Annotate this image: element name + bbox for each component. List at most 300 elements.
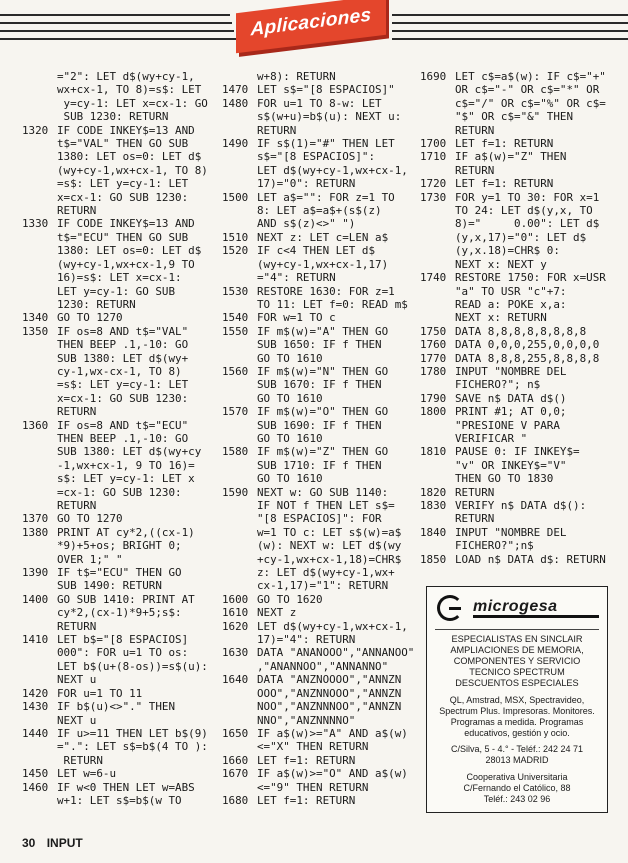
code-text: NOO","ANZNNNOO","ANNZN bbox=[257, 700, 402, 714]
code-text: IF s$(1)="#" THEN LET bbox=[257, 137, 395, 151]
line-number bbox=[222, 660, 257, 673]
code-line bbox=[22, 285, 220, 298]
code-line bbox=[420, 553, 616, 566]
line-number bbox=[222, 512, 257, 525]
line-number bbox=[222, 472, 257, 485]
code-text: 8)=" 0.00": LET d$ bbox=[455, 217, 600, 231]
line-number bbox=[222, 687, 257, 700]
code-column-3 bbox=[420, 70, 616, 566]
code-line bbox=[22, 794, 220, 807]
line-number bbox=[22, 714, 57, 727]
code-text: GO TO 1610 bbox=[257, 391, 323, 405]
code-line bbox=[222, 620, 418, 633]
line-number: 1720 bbox=[420, 177, 447, 191]
line-number: 1470 bbox=[222, 83, 249, 97]
code-text: NEXT z: LET c=LEN a$ bbox=[257, 230, 389, 244]
code-text: RETURN bbox=[57, 619, 97, 633]
line-number bbox=[22, 646, 57, 659]
code-line bbox=[22, 97, 220, 110]
code-text: 17)="0": RETURN bbox=[257, 177, 356, 191]
line-number: 1690 bbox=[420, 70, 447, 83]
code-text: RETURN bbox=[455, 163, 495, 177]
microgesa-advertisement bbox=[426, 586, 608, 813]
code-text: FICHERO?"; n$ bbox=[455, 378, 541, 392]
line-number: 1340 bbox=[22, 311, 49, 325]
code-text: SUB 1490: RETURN bbox=[57, 579, 162, 593]
code-text: *9)+5+os; BRIGHT 0; bbox=[57, 539, 182, 553]
line-number bbox=[22, 445, 57, 458]
code-line bbox=[420, 271, 616, 284]
line-number: 1530 bbox=[222, 284, 249, 298]
line-number bbox=[420, 539, 455, 552]
line-number bbox=[22, 620, 57, 633]
line-number: 1780 bbox=[420, 364, 447, 378]
code-line bbox=[22, 459, 220, 472]
line-number bbox=[420, 97, 455, 110]
code-line bbox=[222, 285, 418, 298]
code-text: IF m$(w)="Z" THEN GO bbox=[257, 445, 389, 459]
code-line bbox=[420, 499, 616, 512]
code-text: IF c<4 THEN LET d$ bbox=[257, 244, 376, 258]
code-line bbox=[420, 378, 616, 391]
code-line bbox=[420, 298, 616, 311]
code-line bbox=[222, 579, 418, 592]
line-number: 1830 bbox=[420, 499, 447, 512]
code-line bbox=[222, 392, 418, 405]
code-text: cy-1,wx-cx-1, TO 8) bbox=[57, 364, 182, 378]
code-line bbox=[420, 244, 616, 257]
code-text: IF os=8 AND t$="VAL" bbox=[57, 324, 189, 338]
ad-address: C/Silva, 5 - 4.° - Teléf.: 242 24 71 28013 MADRID bbox=[450, 744, 583, 765]
code-line bbox=[420, 539, 616, 552]
code-text: READ a: POKE x,a: bbox=[455, 297, 567, 311]
code-line bbox=[222, 352, 418, 365]
code-text: s$="[8 ESPACIOS]": bbox=[257, 150, 376, 164]
code-text: 1380: LET os=0: LET d$ bbox=[57, 150, 202, 164]
code-text: GO TO 1610 bbox=[257, 431, 323, 445]
line-number bbox=[222, 459, 257, 472]
code-text: LET b$(u+(8-os))=s$(u): bbox=[57, 659, 208, 673]
code-text: THEN BEEP .1,-10: GO bbox=[57, 338, 189, 352]
code-line bbox=[222, 191, 418, 204]
code-text: RESTORE 1750: FOR x=USR bbox=[455, 271, 606, 285]
line-number: 1490 bbox=[222, 137, 249, 151]
line-number bbox=[22, 539, 57, 552]
line-number: 1750 bbox=[420, 324, 447, 338]
code-text: IF a$(w)="Z" THEN bbox=[455, 150, 567, 164]
code-text: NEXT u bbox=[57, 673, 97, 687]
section-title: Aplicaciones bbox=[250, 4, 372, 41]
line-number bbox=[420, 298, 455, 311]
code-text: z: LET d$(wy+cy-1,wx+ bbox=[257, 566, 395, 580]
code-text: "a" TO USR "c"+7: bbox=[455, 284, 567, 298]
line-number bbox=[22, 378, 57, 391]
line-number: 1770 bbox=[420, 351, 447, 365]
line-number: 1520 bbox=[222, 244, 249, 258]
code-line bbox=[420, 392, 616, 405]
line-number: 1410 bbox=[22, 633, 49, 647]
line-number bbox=[222, 177, 257, 190]
code-line bbox=[222, 445, 418, 458]
code-text: INPUT "NOMBRE DEL bbox=[455, 525, 567, 539]
line-number bbox=[22, 285, 57, 298]
code-text: AND s$(z)<>" ") bbox=[257, 217, 356, 231]
code-line bbox=[222, 512, 418, 525]
line-number bbox=[420, 311, 455, 324]
line-number bbox=[222, 740, 257, 753]
code-line bbox=[222, 794, 418, 807]
code-text: 8: LET a$=a$+(s$(z) bbox=[257, 204, 382, 218]
line-number bbox=[222, 150, 257, 163]
code-text: wx+cx-1, TO 8)=s$: LET bbox=[57, 83, 202, 97]
code-text: LET d$(wy+cy-1,wx+cx-1, bbox=[257, 619, 408, 633]
code-text: (y,x,17)="0": LET d$ bbox=[455, 230, 587, 244]
code-text: FOR u=1 TO 11 bbox=[57, 686, 143, 700]
code-text: GO TO 1610 bbox=[257, 351, 323, 365]
code-line bbox=[22, 687, 220, 700]
code-text: NEXT x: RETURN bbox=[455, 311, 547, 325]
line-number: 1510 bbox=[222, 230, 249, 244]
code-line bbox=[420, 204, 616, 217]
line-number bbox=[22, 70, 57, 83]
code-line bbox=[22, 311, 220, 324]
line-number: 1850 bbox=[420, 552, 447, 566]
line-number: 1680 bbox=[222, 793, 249, 807]
code-line bbox=[22, 338, 220, 351]
code-text: FICHERO?";n$ bbox=[455, 539, 534, 553]
line-number bbox=[222, 714, 257, 727]
code-line bbox=[222, 378, 418, 391]
code-line bbox=[22, 150, 220, 163]
line-number: 1400 bbox=[22, 592, 49, 606]
code-text: LET y=cy-1: GO SUB bbox=[57, 284, 176, 298]
line-number bbox=[22, 673, 57, 686]
line-number: 1730 bbox=[420, 190, 447, 204]
code-text: LET a$="": FOR z=1 TO bbox=[257, 190, 395, 204]
code-text: RESTORE 1630: FOR z=1 bbox=[257, 284, 395, 298]
code-line bbox=[22, 124, 220, 137]
line-number bbox=[22, 365, 57, 378]
code-text: =s$: LET y=cy-1: LET bbox=[57, 378, 189, 392]
code-text: RETURN bbox=[57, 204, 97, 218]
code-line bbox=[22, 432, 220, 445]
line-number bbox=[22, 97, 57, 110]
code-line bbox=[22, 164, 220, 177]
code-line bbox=[222, 311, 418, 324]
code-line bbox=[420, 70, 616, 83]
page-footer bbox=[22, 836, 91, 850]
code-text: DATA "ANZNOOOO","ANNZN bbox=[257, 673, 402, 687]
code-text: ="4": RETURN bbox=[257, 271, 336, 285]
line-number bbox=[22, 271, 57, 284]
code-line bbox=[420, 311, 616, 324]
line-number: 1630 bbox=[222, 646, 249, 660]
code-text: SUB 1690: IF f THEN bbox=[257, 418, 382, 432]
code-line bbox=[222, 110, 418, 123]
code-line bbox=[222, 244, 418, 257]
code-line bbox=[420, 338, 616, 351]
code-text: IF a$(w)>="A" AND a$(w) bbox=[257, 726, 408, 740]
code-text: GO SUB 1410: PRINT AT bbox=[57, 592, 195, 606]
line-number: 1610 bbox=[222, 606, 249, 620]
code-text: x=cx-1: GO SUB 1230: bbox=[57, 391, 189, 405]
code-line bbox=[22, 700, 220, 713]
code-line bbox=[420, 352, 616, 365]
code-text: +cy-1,wx+cx-1,18)=CHR$ bbox=[257, 552, 402, 566]
code-line bbox=[22, 191, 220, 204]
line-number bbox=[22, 191, 57, 204]
code-text: DATA "ANANOOO","ANNANOO" bbox=[257, 646, 415, 660]
code-text: OR c$="-" OR c$="*" OR bbox=[455, 83, 600, 97]
line-number: 1790 bbox=[420, 391, 447, 405]
code-text: GO TO 1270 bbox=[57, 512, 123, 526]
code-text: LET w=6-u bbox=[57, 767, 117, 781]
line-number bbox=[22, 740, 57, 753]
code-line bbox=[222, 325, 418, 338]
code-text: c$="/" OR c$="%" OR c$= bbox=[455, 96, 606, 110]
code-text: IF m$(w)="A" THEN GO bbox=[257, 324, 389, 338]
code-line bbox=[22, 539, 220, 552]
code-text: DATA 8,8,8,8,8,8,8,8 bbox=[455, 324, 587, 338]
line-number bbox=[22, 486, 57, 499]
code-line bbox=[420, 365, 616, 378]
code-line bbox=[222, 298, 418, 311]
code-text: 17)="4": RETURN bbox=[257, 633, 356, 647]
code-line bbox=[22, 83, 220, 96]
code-line bbox=[222, 593, 418, 606]
code-line bbox=[22, 378, 220, 391]
magazine-name: INPUT bbox=[46, 836, 83, 850]
code-line bbox=[222, 687, 418, 700]
code-line bbox=[22, 660, 220, 673]
code-text: LET s$="[8 ESPACIOS]" bbox=[257, 83, 395, 97]
line-number bbox=[420, 258, 455, 271]
line-number bbox=[420, 124, 455, 137]
code-line bbox=[22, 325, 220, 338]
line-number: 1420 bbox=[22, 686, 49, 700]
code-text: (wy+cy-1,wx+cx-1,17) bbox=[257, 257, 389, 271]
line-number: 1380 bbox=[22, 525, 49, 539]
line-number: 1430 bbox=[22, 700, 49, 714]
line-number bbox=[222, 526, 257, 539]
code-line bbox=[22, 566, 220, 579]
code-line bbox=[420, 325, 616, 338]
code-text: VERIFY n$ DATA d$(): bbox=[455, 499, 587, 512]
code-text: RETURN bbox=[455, 512, 495, 526]
code-text: s$: LET y=cy-1: LET x bbox=[57, 472, 195, 486]
code-line bbox=[420, 486, 616, 499]
line-number: 1570 bbox=[222, 405, 249, 419]
code-text: DATA 8,8,8,255,8,8,8,8 bbox=[455, 351, 600, 365]
code-line bbox=[22, 445, 220, 458]
line-number: 1580 bbox=[222, 445, 249, 459]
line-number bbox=[222, 352, 257, 365]
line-number bbox=[222, 432, 257, 445]
code-text: LET f=1: RETURN bbox=[455, 177, 554, 191]
line-number bbox=[22, 244, 57, 257]
line-number bbox=[420, 285, 455, 298]
code-line bbox=[420, 124, 616, 137]
line-number: 1460 bbox=[22, 780, 49, 794]
code-line bbox=[22, 499, 220, 512]
line-number bbox=[222, 499, 257, 512]
code-text: IF b$(u)<>"." THEN bbox=[57, 700, 176, 714]
code-line bbox=[222, 499, 418, 512]
line-number bbox=[420, 83, 455, 96]
line-number bbox=[222, 164, 257, 177]
code-text: LET f=1: RETURN bbox=[455, 137, 554, 151]
code-line bbox=[222, 781, 418, 794]
code-line bbox=[420, 191, 616, 204]
code-line bbox=[22, 727, 220, 740]
code-line bbox=[22, 740, 220, 753]
line-number bbox=[420, 432, 455, 445]
code-line bbox=[222, 673, 418, 686]
code-line bbox=[22, 526, 220, 539]
line-number bbox=[222, 392, 257, 405]
line-number bbox=[222, 204, 257, 217]
ad-products: QL, Amstrad, MSX, Spectravideo, Spectrum Plus. Impresoras. Monitores. Programas a medida. Programas educativos, gestión y ocio. bbox=[439, 695, 595, 738]
code-text: RETURN bbox=[57, 499, 97, 512]
code-line bbox=[420, 285, 616, 298]
code-line bbox=[222, 419, 418, 432]
line-number bbox=[222, 217, 257, 230]
line-number: 1650 bbox=[222, 726, 249, 740]
line-number: 1810 bbox=[420, 445, 447, 459]
code-text: IF a$(w)>="O" AND a$(w) bbox=[257, 767, 408, 781]
code-text: 000": FOR u=1 TO os: bbox=[57, 646, 189, 660]
line-number: 1760 bbox=[420, 338, 447, 352]
line-number bbox=[222, 553, 257, 566]
code-line bbox=[222, 405, 418, 418]
code-line bbox=[420, 83, 616, 96]
code-line bbox=[22, 392, 220, 405]
code-line bbox=[222, 124, 418, 137]
code-text: (wy+cy-1,wx+cx-1,9 TO bbox=[57, 257, 195, 271]
code-text: LET d$(wy+cy-1,wx+cx-1, bbox=[257, 163, 408, 177]
code-line bbox=[420, 258, 616, 271]
line-number: 1480 bbox=[222, 96, 249, 110]
code-line bbox=[22, 754, 220, 767]
line-number bbox=[22, 177, 57, 190]
code-text: FOR y=1 TO 30: FOR x=1 bbox=[455, 190, 600, 204]
code-line bbox=[420, 217, 616, 230]
code-line bbox=[22, 646, 220, 659]
code-line bbox=[420, 164, 616, 177]
line-number: 1660 bbox=[222, 753, 249, 767]
code-text: <="X" THEN RETURN bbox=[257, 740, 369, 754]
code-text: INPUT "NOMBRE DEL bbox=[455, 364, 567, 378]
line-number bbox=[22, 338, 57, 351]
line-number: 1360 bbox=[22, 418, 49, 432]
code-line bbox=[420, 137, 616, 150]
line-number: 1820 bbox=[420, 485, 447, 499]
line-number bbox=[222, 566, 257, 579]
code-text: y=cy-1: LET x=cx-1: GO bbox=[57, 96, 208, 110]
code-text: PRINT AT cy*2,((cx-1) bbox=[57, 525, 195, 539]
line-number bbox=[22, 137, 57, 150]
microgesa-logo bbox=[427, 587, 607, 627]
code-text: GO TO 1270 bbox=[57, 311, 123, 325]
code-line bbox=[222, 164, 418, 177]
code-line bbox=[420, 512, 616, 525]
code-line bbox=[22, 365, 220, 378]
code-line bbox=[222, 217, 418, 230]
code-line bbox=[222, 365, 418, 378]
code-line bbox=[420, 419, 616, 432]
microgesa-g-icon bbox=[437, 595, 463, 621]
code-text: LET f=1: RETURN bbox=[257, 793, 356, 807]
code-line bbox=[222, 97, 418, 110]
code-line bbox=[222, 714, 418, 727]
line-number bbox=[420, 512, 455, 525]
code-line bbox=[22, 244, 220, 257]
code-text: IF NOT f THEN LET s$= bbox=[257, 499, 395, 512]
line-number bbox=[22, 204, 57, 217]
code-line bbox=[420, 231, 616, 244]
code-line bbox=[22, 231, 220, 244]
code-line bbox=[22, 620, 220, 633]
code-text: "[8 ESPACIOS]": FOR bbox=[257, 512, 382, 526]
code-line bbox=[222, 472, 418, 485]
line-number: 1800 bbox=[420, 405, 447, 419]
code-text: SUB 1650: IF f THEN bbox=[257, 338, 382, 352]
code-text: PRINT #1; AT 0,0; bbox=[455, 405, 567, 419]
line-number bbox=[22, 606, 57, 619]
code-line bbox=[222, 566, 418, 579]
code-text: w+8): RETURN bbox=[257, 70, 336, 83]
code-line bbox=[222, 740, 418, 753]
line-number bbox=[22, 794, 57, 807]
code-line bbox=[222, 432, 418, 445]
code-line bbox=[420, 445, 616, 458]
code-line bbox=[222, 150, 418, 163]
code-text: (y,x.18)=CHR$ 0: bbox=[455, 244, 560, 258]
code-line bbox=[22, 553, 220, 566]
line-number bbox=[222, 258, 257, 271]
line-number bbox=[420, 204, 455, 217]
code-line bbox=[222, 83, 418, 96]
code-line bbox=[22, 714, 220, 727]
code-text: x=cx-1: GO SUB 1230: bbox=[57, 190, 189, 204]
line-number: 1450 bbox=[22, 767, 49, 781]
code-text: RETURN bbox=[257, 123, 297, 137]
code-text: 16)=s$: LET x=cx-1: bbox=[57, 271, 182, 285]
code-line bbox=[222, 646, 418, 659]
code-text: 1230: RETURN bbox=[57, 297, 136, 311]
code-line bbox=[22, 486, 220, 499]
code-text: IF CODE INKEY$=13 AND bbox=[57, 123, 195, 137]
code-text: TO 24: LET d$(y,x, TO bbox=[455, 204, 593, 218]
code-text: DATA 0,0,0,255,0,0,0,0 bbox=[455, 338, 600, 352]
code-line bbox=[222, 338, 418, 351]
code-line bbox=[420, 526, 616, 539]
code-text: "$" OR c$="&" THEN bbox=[455, 110, 574, 124]
code-line bbox=[22, 258, 220, 271]
line-number bbox=[420, 459, 455, 472]
line-number bbox=[22, 579, 57, 592]
line-number: 1560 bbox=[222, 364, 249, 378]
line-number bbox=[22, 459, 57, 472]
code-text: SUB 1710: IF f THEN bbox=[257, 458, 382, 472]
line-number bbox=[420, 419, 455, 432]
code-text: TO 11: LET f=0: READ m$ bbox=[257, 297, 408, 311]
code-text: PAUSE 0: IF INKEY$= bbox=[455, 445, 580, 459]
line-number: 1710 bbox=[420, 150, 447, 164]
line-number: 1500 bbox=[222, 190, 249, 204]
code-text: IF t$="ECU" THEN GO bbox=[57, 566, 182, 580]
code-line bbox=[22, 419, 220, 432]
